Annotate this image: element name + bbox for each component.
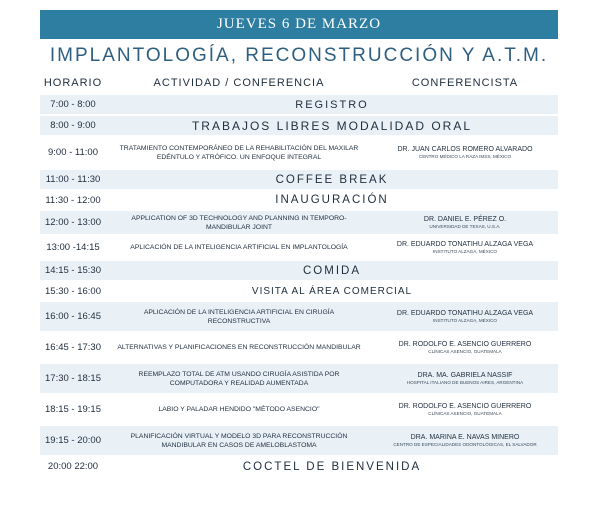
row-speaker: [372, 426, 558, 455]
row-time: 16:45 - 17:30: [40, 333, 106, 362]
row-span-title: INAUGURACIÓN: [106, 191, 558, 209]
row-span-title: COFFEE BREAK: [106, 170, 558, 189]
speaker-name: DRA. MA. GABRIELA NASSIF: [417, 372, 513, 379]
speaker-institution: HOSPITAL ITALIANO DE BUENOS AIRES, ARGENTINA: [406, 380, 524, 385]
row-speaker: [372, 137, 558, 168]
table-row: [40, 137, 558, 168]
row-speaker: [372, 364, 558, 393]
speaker-name: DR. EDUARDO TONATIHU ALZAGA VEGA: [396, 241, 534, 248]
row-activity: APPLICATION OF 3D TECHNOLOGY AND PLANNING IN TEMPORO-MANDIBULAR JOINT: [106, 211, 372, 234]
schedule-page: [40, 10, 558, 478]
row-time: 12:00 - 13:00: [40, 211, 106, 234]
speaker-name: DR. RODOLFO E. ASENCIO GUERRERO: [398, 341, 532, 348]
row-speaker: [372, 333, 558, 362]
table-row: [40, 364, 558, 393]
row-time: 17:30 - 18:15: [40, 364, 106, 393]
table-row: [40, 302, 558, 331]
column-header-time: HORARIO: [43, 77, 103, 89]
row-activity: TRATAMIENTO CONTEMPORÁNEO DE LA REHABILITACIÓN DEL MAXILAR EDÉNTULO Y ATRÓFICO. UN ENFOQUE INTEGRAL: [106, 137, 372, 168]
table-row: [40, 333, 558, 362]
speaker-name: DR. JUAN CARLOS ROMERO ALVARADO: [397, 146, 533, 153]
row-time: 13:00 -14:15: [40, 236, 106, 259]
table-row: [40, 395, 558, 424]
row-time: 19:15 - 20:00: [40, 426, 106, 455]
row-time: 9:00 - 11:00: [40, 137, 106, 168]
speaker-name: DR. RODOLFO E. ASENCIO GUERRERO: [398, 403, 532, 410]
speaker-institution: CLÍNICAS ASENCIO, GUATEMALA: [428, 411, 502, 416]
row-span-title: COCTEL DE BIENVENIDA: [106, 457, 558, 476]
speaker-institution: CLÍNICAS ASENCIO, GUATEMALA: [428, 349, 502, 354]
column-header-activity: ACTIVIDAD / CONFERENCIA: [153, 77, 325, 89]
row-time: 14:15 - 15:30: [40, 261, 106, 280]
row-speaker: [372, 302, 558, 331]
column-header-speaker: CONFERENCISTA: [411, 77, 519, 89]
event-title: IMPLANTOLOGÍA, RECONSTRUCCIÓN Y A.T.M.: [49, 45, 549, 66]
row-activity: LABIO Y PALADAR HENDIDO "MÉTODO ASENCIO": [106, 395, 372, 424]
row-time: 20:00 22:00: [40, 457, 106, 476]
speaker-institution: INSTITUTO ALZAGA, MÉXICO: [433, 318, 497, 323]
row-span-title: VISITA AL ÁREA COMERCIAL: [106, 282, 558, 300]
speaker-name: DR. DANIEL E. PÉREZ O.: [423, 216, 507, 223]
date-label: JUEVES 6 DE MARZO: [216, 16, 382, 32]
row-activity: REEMPLAZO TOTAL DE ATM USANDO CIRUGÍA ASISTIDA POR COMPUTADORA Y REALIDAD AUMENTADA: [106, 364, 372, 393]
row-time: 18:15 - 19:15: [40, 395, 106, 424]
table-row: [40, 236, 558, 259]
row-time: 15:30 - 16:00: [40, 282, 106, 300]
speaker-institution: CENTRO MÉDICO LA RAZA IMSS, MÉXICO: [418, 154, 512, 159]
speaker-name: DRA. MARINA E. NAVAS MINERO: [410, 434, 520, 441]
row-activity: APLICACIÓN DE LA INTELIGENCIA ARTIFICIAL EN CIRUGÍA RECONSTRUCTIVA: [106, 302, 372, 331]
table-row: [40, 116, 558, 135]
table-row: [40, 95, 558, 114]
row-time: 11:00 - 11:30: [40, 170, 106, 189]
table-row: [40, 282, 558, 300]
row-activity: PLANIFICACIÓN VIRTUAL Y MODELO 3D PARA RECONSTRUCCIÓN MANDIBULAR EN CASOS DE AMELOBLASTOMA: [106, 426, 372, 455]
schedule-table: [40, 71, 558, 478]
row-time: 8:00 - 9:00: [40, 116, 106, 135]
speaker-institution: CENTRO DE ESPECIALIDADES ODONTOLÓGICAS, EL SALVADOR: [393, 442, 537, 447]
row-activity: APLICACIÓN DE LA INTELIGENCIA ARTIFICIAL EN IMPLANTOLOGÍA: [106, 236, 372, 259]
row-speaker: [372, 211, 558, 234]
table-row: [40, 426, 558, 455]
speaker-institution: UNIVERSIDAD DE TEXAS, U.S.A.: [429, 224, 501, 229]
row-span-title: TRABAJOS LIBRES MODALIDAD ORAL: [106, 116, 558, 135]
row-time: 11:30 - 12:00: [40, 191, 106, 209]
table-row: [40, 457, 558, 476]
row-time: 16:00 - 16:45: [40, 302, 106, 331]
row-span-title: REGISTRO: [106, 95, 558, 114]
speaker-institution: INSTITUTO ALZAGA, MÉXICO: [433, 249, 497, 254]
date-banner: [40, 10, 558, 39]
table-row: [40, 191, 558, 209]
row-span-title: COMIDA: [106, 261, 558, 280]
row-time: 7:00 - 8:00: [40, 95, 106, 114]
row-speaker: [372, 236, 558, 259]
speaker-name: DR. EDUARDO TONATIHU ALZAGA VEGA: [396, 310, 534, 317]
table-row: [40, 261, 558, 280]
table-row: [40, 170, 558, 189]
table-header-row: [40, 73, 558, 93]
table-row: [40, 211, 558, 234]
row-speaker: [372, 395, 558, 424]
row-activity: ALTERNATIVAS Y PLANIFICACIONES EN RECONSTRUCCIÓN MANDIBULAR: [106, 333, 372, 362]
